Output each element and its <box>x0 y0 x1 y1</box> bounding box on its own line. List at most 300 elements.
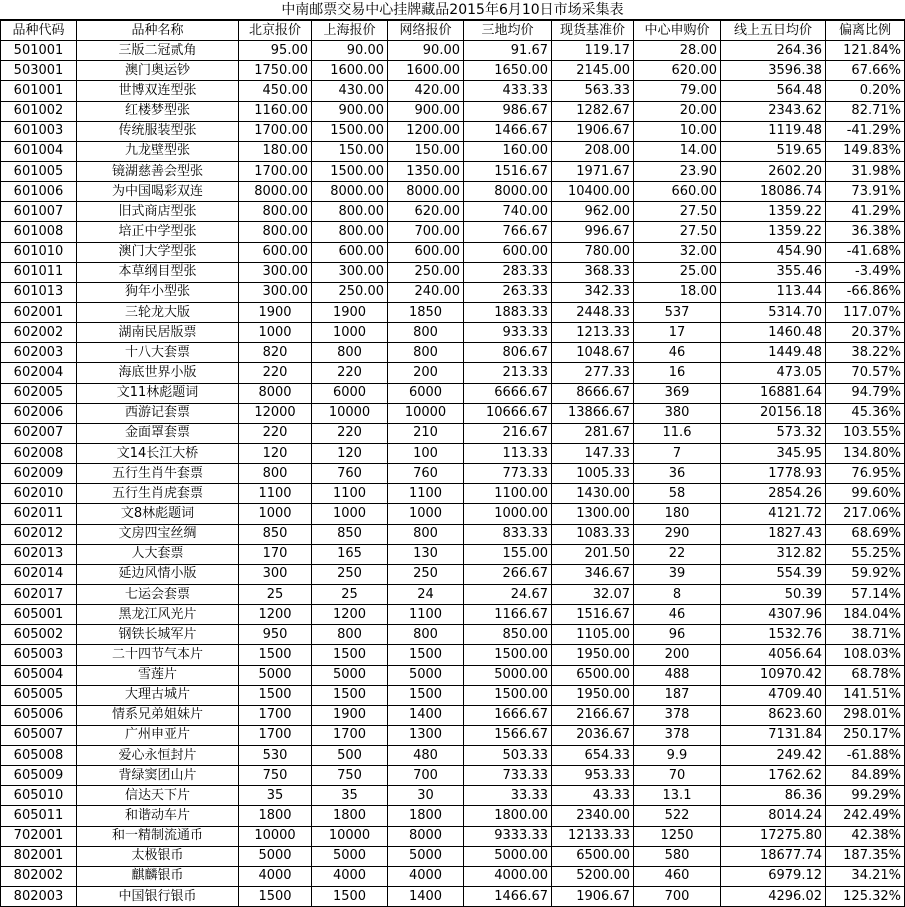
cell-deviation-ratio: 68.69% <box>826 524 905 544</box>
cell-deviation-ratio: 20.37% <box>826 323 905 343</box>
cell-center-subscription: 39 <box>634 564 721 584</box>
cell-spot-benchmark: 2166.67 <box>552 705 634 725</box>
cell-center-subscription: 79.00 <box>634 81 721 101</box>
cell-shanghai-price: 150.00 <box>312 141 388 161</box>
cell-spot-benchmark: 2340.00 <box>552 806 634 826</box>
cell-deviation-ratio: 36.38% <box>826 222 905 242</box>
cell-shanghai-price: 1000 <box>312 504 388 524</box>
cell-spot-benchmark: 13866.67 <box>552 403 634 423</box>
table-row <box>1 665 905 685</box>
table-row <box>1 685 905 705</box>
cell-five-day-average: 2343.62 <box>721 101 826 121</box>
cell-five-day-average: 20156.18 <box>721 403 826 423</box>
cell-three-city-average: 8000.00 <box>464 182 552 202</box>
cell-five-day-average: 1827.43 <box>721 524 826 544</box>
cell-shanghai-price: 800 <box>312 343 388 363</box>
cell-code: 605008 <box>1 746 77 766</box>
cell-spot-benchmark: 1300.00 <box>552 504 634 524</box>
cell-name: 狗年小型张 <box>77 282 239 302</box>
cell-five-day-average: 1359.22 <box>721 202 826 222</box>
table-row <box>1 202 905 222</box>
cell-beijing-price: 1160.00 <box>239 101 312 121</box>
cell-five-day-average: 1532.76 <box>721 625 826 645</box>
cell-name: 海底世界小版 <box>77 363 239 383</box>
cell-three-city-average: 733.33 <box>464 766 552 786</box>
cell-beijing-price: 1100 <box>239 484 312 504</box>
cell-name: 麒麟银币 <box>77 866 239 886</box>
cell-name: 澳门大学型张 <box>77 242 239 262</box>
cell-shanghai-price: 5000 <box>312 846 388 866</box>
table-row <box>1 484 905 504</box>
cell-online-price: 1500 <box>388 645 464 665</box>
cell-three-city-average: 833.33 <box>464 524 552 544</box>
cell-spot-benchmark: 346.67 <box>552 564 634 584</box>
cell-center-subscription: 32.00 <box>634 242 721 262</box>
table-row <box>1 645 905 665</box>
cell-shanghai-price: 500 <box>312 746 388 766</box>
table-row <box>1 826 905 846</box>
cell-five-day-average: 4056.64 <box>721 645 826 665</box>
cell-center-subscription: 180 <box>634 504 721 524</box>
cell-deviation-ratio: 84.89% <box>826 766 905 786</box>
cell-beijing-price: 12000 <box>239 403 312 423</box>
cell-deviation-ratio: 103.55% <box>826 423 905 443</box>
cell-five-day-average: 249.42 <box>721 746 826 766</box>
cell-center-subscription: 23.90 <box>634 161 721 181</box>
cell-online-price: 800 <box>388 524 464 544</box>
cell-three-city-average: 1500.00 <box>464 685 552 705</box>
cell-code: 605009 <box>1 766 77 786</box>
cell-center-subscription: 46 <box>634 343 721 363</box>
cell-beijing-price: 5000 <box>239 665 312 685</box>
cell-name: 十八大套票 <box>77 343 239 363</box>
cell-shanghai-price: 120 <box>312 443 388 463</box>
cell-online-price: 1100 <box>388 605 464 625</box>
cell-online-price: 250 <box>388 564 464 584</box>
cell-spot-benchmark: 1048.67 <box>552 343 634 363</box>
cell-online-price: 1500 <box>388 685 464 705</box>
header-name: 品种名称 <box>77 21 239 41</box>
cell-online-price: 24 <box>388 584 464 604</box>
cell-deviation-ratio: -41.68% <box>826 242 905 262</box>
cell-code: 602014 <box>1 564 77 584</box>
cell-shanghai-price: 1500 <box>312 645 388 665</box>
cell-deviation-ratio: 59.92% <box>826 564 905 584</box>
cell-name: 世博双连型张 <box>77 81 239 101</box>
cell-shanghai-price: 800.00 <box>312 202 388 222</box>
cell-code: 602007 <box>1 423 77 443</box>
cell-five-day-average: 50.39 <box>721 584 826 604</box>
cell-three-city-average: 850.00 <box>464 625 552 645</box>
cell-beijing-price: 170 <box>239 544 312 564</box>
cell-shanghai-price: 6000 <box>312 383 388 403</box>
table-row <box>1 766 905 786</box>
cell-shanghai-price: 1500.00 <box>312 121 388 141</box>
cell-code: 605010 <box>1 786 77 806</box>
cell-name: 本草纲目型张 <box>77 262 239 282</box>
cell-shanghai-price: 1500 <box>312 887 388 907</box>
table-row <box>1 705 905 725</box>
cell-three-city-average: 9333.33 <box>464 826 552 846</box>
cell-center-subscription: 200 <box>634 645 721 665</box>
cell-deviation-ratio: 70.57% <box>826 363 905 383</box>
table-row <box>1 61 905 81</box>
cell-beijing-price: 180.00 <box>239 141 312 161</box>
cell-shanghai-price: 850 <box>312 524 388 544</box>
cell-center-subscription: 22 <box>634 544 721 564</box>
header-row <box>1 21 905 41</box>
cell-spot-benchmark: 2036.67 <box>552 725 634 745</box>
cell-center-subscription: 8 <box>634 584 721 604</box>
cell-shanghai-price: 600.00 <box>312 242 388 262</box>
cell-three-city-average: 113.33 <box>464 443 552 463</box>
cell-online-price: 480 <box>388 746 464 766</box>
cell-five-day-average: 86.36 <box>721 786 826 806</box>
cell-beijing-price: 950 <box>239 625 312 645</box>
cell-center-subscription: 488 <box>634 665 721 685</box>
cell-center-subscription: 96 <box>634 625 721 645</box>
cell-five-day-average: 1778.93 <box>721 464 826 484</box>
cell-online-price: 8000.00 <box>388 182 464 202</box>
cell-spot-benchmark: 208.00 <box>552 141 634 161</box>
cell-center-subscription: 290 <box>634 524 721 544</box>
cell-deviation-ratio: 34.21% <box>826 866 905 886</box>
cell-three-city-average: 4000.00 <box>464 866 552 886</box>
cell-online-price: 5000 <box>388 665 464 685</box>
cell-beijing-price: 1200 <box>239 605 312 625</box>
cell-three-city-average: 1516.67 <box>464 161 552 181</box>
cell-deviation-ratio: 55.25% <box>826 544 905 564</box>
cell-deviation-ratio: 31.98% <box>826 161 905 181</box>
cell-name: 背绿窦团山片 <box>77 766 239 786</box>
cell-five-day-average: 2602.20 <box>721 161 826 181</box>
cell-name: 三版二冠贰角 <box>77 41 239 61</box>
cell-beijing-price: 300 <box>239 564 312 584</box>
cell-online-price: 6000 <box>388 383 464 403</box>
cell-code: 602004 <box>1 363 77 383</box>
cell-name: 信达天下片 <box>77 786 239 806</box>
cell-name: 镜湖慈善会型张 <box>77 161 239 181</box>
cell-beijing-price: 1800 <box>239 806 312 826</box>
cell-five-day-average: 355.46 <box>721 262 826 282</box>
cell-beijing-price: 95.00 <box>239 41 312 61</box>
cell-spot-benchmark: 563.33 <box>552 81 634 101</box>
cell-five-day-average: 2854.26 <box>721 484 826 504</box>
cell-code: 602003 <box>1 343 77 363</box>
cell-name: 红楼梦型张 <box>77 101 239 121</box>
cell-shanghai-price: 90.00 <box>312 41 388 61</box>
cell-three-city-average: 24.67 <box>464 584 552 604</box>
cell-code: 602009 <box>1 464 77 484</box>
table-row <box>1 725 905 745</box>
cell-spot-benchmark: 43.33 <box>552 786 634 806</box>
cell-code: 602001 <box>1 302 77 322</box>
cell-five-day-average: 519.65 <box>721 141 826 161</box>
cell-spot-benchmark: 342.33 <box>552 282 634 302</box>
cell-name: 金面罩套票 <box>77 423 239 443</box>
cell-shanghai-price: 900.00 <box>312 101 388 121</box>
table-row <box>1 161 905 181</box>
cell-three-city-average: 773.33 <box>464 464 552 484</box>
cell-five-day-average: 4709.40 <box>721 685 826 705</box>
cell-deviation-ratio: 187.35% <box>826 846 905 866</box>
cell-online-price: 10000 <box>388 403 464 423</box>
table-row <box>1 323 905 343</box>
cell-beijing-price: 25 <box>239 584 312 604</box>
cell-online-price: 200 <box>388 363 464 383</box>
cell-online-price: 620.00 <box>388 202 464 222</box>
cell-deviation-ratio: 82.71% <box>826 101 905 121</box>
cell-center-subscription: 36 <box>634 464 721 484</box>
cell-three-city-average: 1500.00 <box>464 645 552 665</box>
cell-center-subscription: 16 <box>634 363 721 383</box>
cell-spot-benchmark: 1105.00 <box>552 625 634 645</box>
cell-online-price: 1400 <box>388 887 464 907</box>
table-row <box>1 81 905 101</box>
cell-name: 澳门奥运钞 <box>77 61 239 81</box>
cell-five-day-average: 473.05 <box>721 363 826 383</box>
cell-name: 培正中学型张 <box>77 222 239 242</box>
table-row <box>1 282 905 302</box>
cell-five-day-average: 345.95 <box>721 443 826 463</box>
cell-spot-benchmark: 10400.00 <box>552 182 634 202</box>
cell-shanghai-price: 220 <box>312 363 388 383</box>
cell-online-price: 1400 <box>388 705 464 725</box>
cell-online-price: 1300 <box>388 725 464 745</box>
cell-code: 601008 <box>1 222 77 242</box>
cell-code: 802002 <box>1 866 77 886</box>
cell-five-day-average: 8014.24 <box>721 806 826 826</box>
cell-center-subscription: 700 <box>634 887 721 907</box>
cell-online-price: 4000 <box>388 866 464 886</box>
cell-center-subscription: 378 <box>634 725 721 745</box>
cell-three-city-average: 1100.00 <box>464 484 552 504</box>
cell-shanghai-price: 165 <box>312 544 388 564</box>
cell-name: 爱心永恒封片 <box>77 746 239 766</box>
table-row <box>1 464 905 484</box>
table-row <box>1 866 905 886</box>
cell-five-day-average: 312.82 <box>721 544 826 564</box>
cell-code: 601004 <box>1 141 77 161</box>
cell-shanghai-price: 250 <box>312 564 388 584</box>
cell-beijing-price: 5000 <box>239 846 312 866</box>
cell-name: 大理古城片 <box>77 685 239 705</box>
sheet-title: 中南邮票交易中心挂牌藏品2015年6月10日市场采集表 <box>0 0 905 20</box>
cell-center-subscription: 522 <box>634 806 721 826</box>
cell-three-city-average: 933.33 <box>464 323 552 343</box>
cell-three-city-average: 433.33 <box>464 81 552 101</box>
cell-deviation-ratio: 298.01% <box>826 705 905 725</box>
cell-beijing-price: 4000 <box>239 866 312 886</box>
cell-beijing-price: 220 <box>239 363 312 383</box>
cell-five-day-average: 564.48 <box>721 81 826 101</box>
cell-five-day-average: 573.32 <box>721 423 826 443</box>
cell-code: 605011 <box>1 806 77 826</box>
cell-three-city-average: 10666.67 <box>464 403 552 423</box>
table-row <box>1 423 905 443</box>
cell-online-price: 900.00 <box>388 101 464 121</box>
cell-code: 601011 <box>1 262 77 282</box>
cell-code: 605002 <box>1 625 77 645</box>
cell-shanghai-price: 1900 <box>312 302 388 322</box>
table-row <box>1 101 905 121</box>
cell-beijing-price: 1500 <box>239 685 312 705</box>
cell-name: 文14长江大桥 <box>77 443 239 463</box>
cell-code: 601013 <box>1 282 77 302</box>
cell-name: 广州申亚片 <box>77 725 239 745</box>
table-row <box>1 625 905 645</box>
cell-spot-benchmark: 368.33 <box>552 262 634 282</box>
cell-spot-benchmark: 1282.67 <box>552 101 634 121</box>
cell-three-city-average: 1566.67 <box>464 725 552 745</box>
cell-five-day-average: 4296.02 <box>721 887 826 907</box>
cell-code: 501001 <box>1 41 77 61</box>
cell-three-city-average: 263.33 <box>464 282 552 302</box>
cell-spot-benchmark: 1950.00 <box>552 645 634 665</box>
cell-beijing-price: 300.00 <box>239 262 312 282</box>
cell-shanghai-price: 4000 <box>312 866 388 886</box>
cell-spot-benchmark: 281.67 <box>552 423 634 443</box>
cell-name: 文房四宝丝绸 <box>77 524 239 544</box>
cell-five-day-average: 17275.80 <box>721 826 826 846</box>
cell-center-subscription: 20.00 <box>634 101 721 121</box>
cell-beijing-price: 1700 <box>239 705 312 725</box>
cell-center-subscription: 46 <box>634 605 721 625</box>
cell-online-price: 250.00 <box>388 262 464 282</box>
table-row <box>1 343 905 363</box>
cell-five-day-average: 1359.22 <box>721 222 826 242</box>
cell-shanghai-price: 1200 <box>312 605 388 625</box>
cell-shanghai-price: 1900 <box>312 705 388 725</box>
cell-deviation-ratio: 57.14% <box>826 584 905 604</box>
cell-deviation-ratio: 45.36% <box>826 403 905 423</box>
table-row <box>1 504 905 524</box>
cell-five-day-average: 264.36 <box>721 41 826 61</box>
cell-center-subscription: 537 <box>634 302 721 322</box>
cell-spot-benchmark: 1083.33 <box>552 524 634 544</box>
cell-shanghai-price: 25 <box>312 584 388 604</box>
cell-center-subscription: 17 <box>634 323 721 343</box>
cell-code: 602017 <box>1 584 77 604</box>
header-deviation-ratio: 偏离比例 <box>826 21 905 41</box>
cell-deviation-ratio: 149.83% <box>826 141 905 161</box>
table-row <box>1 524 905 544</box>
cell-deviation-ratio: 0.20% <box>826 81 905 101</box>
cell-spot-benchmark: 2448.33 <box>552 302 634 322</box>
cell-deviation-ratio: 121.84% <box>826 41 905 61</box>
cell-code: 602013 <box>1 544 77 564</box>
cell-deviation-ratio: 125.32% <box>826 887 905 907</box>
cell-spot-benchmark: 277.33 <box>552 363 634 383</box>
header-code: 品种代码 <box>1 21 77 41</box>
table-row <box>1 182 905 202</box>
cell-shanghai-price: 300.00 <box>312 262 388 282</box>
cell-three-city-average: 216.67 <box>464 423 552 443</box>
cell-online-price: 150.00 <box>388 141 464 161</box>
cell-code: 802001 <box>1 846 77 866</box>
cell-name: 传统服装型张 <box>77 121 239 141</box>
cell-center-subscription: 460 <box>634 866 721 886</box>
cell-beijing-price: 35 <box>239 786 312 806</box>
cell-online-price: 600.00 <box>388 242 464 262</box>
cell-online-price: 800 <box>388 323 464 343</box>
cell-online-price: 760 <box>388 464 464 484</box>
cell-three-city-average: 1650.00 <box>464 61 552 81</box>
cell-center-subscription: 11.6 <box>634 423 721 443</box>
cell-five-day-average: 113.44 <box>721 282 826 302</box>
cell-deviation-ratio: 94.79% <box>826 383 905 403</box>
header-spot-benchmark: 现货基准价 <box>552 21 634 41</box>
cell-shanghai-price: 10000 <box>312 826 388 846</box>
cell-beijing-price: 800.00 <box>239 202 312 222</box>
cell-beijing-price: 750 <box>239 766 312 786</box>
table-row <box>1 383 905 403</box>
cell-deviation-ratio: 108.03% <box>826 645 905 665</box>
table-row <box>1 887 905 907</box>
cell-center-subscription: 14.00 <box>634 141 721 161</box>
cell-name: 雪莲片 <box>77 665 239 685</box>
cell-name: 钢铁长城军片 <box>77 625 239 645</box>
cell-code: 601003 <box>1 121 77 141</box>
cell-code: 602006 <box>1 403 77 423</box>
cell-beijing-price: 820 <box>239 343 312 363</box>
cell-name: 西游记套票 <box>77 403 239 423</box>
cell-center-subscription: 7 <box>634 443 721 463</box>
cell-name: 文11林彪题词 <box>77 383 239 403</box>
cell-online-price: 1000 <box>388 504 464 524</box>
cell-spot-benchmark: 6500.00 <box>552 846 634 866</box>
cell-five-day-average: 1460.48 <box>721 323 826 343</box>
cell-spot-benchmark: 1906.67 <box>552 121 634 141</box>
cell-deviation-ratio: 141.51% <box>826 685 905 705</box>
cell-center-subscription: 58 <box>634 484 721 504</box>
cell-three-city-average: 5000.00 <box>464 665 552 685</box>
cell-shanghai-price: 1500.00 <box>312 161 388 181</box>
cell-five-day-average: 1119.48 <box>721 121 826 141</box>
table-row <box>1 222 905 242</box>
cell-beijing-price: 1900 <box>239 302 312 322</box>
cell-three-city-average: 1166.67 <box>464 605 552 625</box>
cell-spot-benchmark: 8666.67 <box>552 383 634 403</box>
cell-online-price: 700.00 <box>388 222 464 242</box>
cell-beijing-price: 450.00 <box>239 81 312 101</box>
cell-five-day-average: 454.90 <box>721 242 826 262</box>
table-row <box>1 242 905 262</box>
cell-deviation-ratio: 117.07% <box>826 302 905 322</box>
cell-spot-benchmark: 12133.33 <box>552 826 634 846</box>
table-row <box>1 262 905 282</box>
cell-shanghai-price: 1100 <box>312 484 388 504</box>
cell-beijing-price: 220 <box>239 423 312 443</box>
cell-center-subscription: 660.00 <box>634 182 721 202</box>
cell-name: 为中国喝彩双连 <box>77 182 239 202</box>
cell-online-price: 30 <box>388 786 464 806</box>
cell-name: 七运会套票 <box>77 584 239 604</box>
cell-online-price: 1350.00 <box>388 161 464 181</box>
cell-shanghai-price: 1600.00 <box>312 61 388 81</box>
cell-name: 和谐动车片 <box>77 806 239 826</box>
cell-code: 605003 <box>1 645 77 665</box>
cell-center-subscription: 187 <box>634 685 721 705</box>
cell-three-city-average: 91.67 <box>464 41 552 61</box>
cell-code: 503001 <box>1 61 77 81</box>
cell-three-city-average: 6666.67 <box>464 383 552 403</box>
cell-five-day-average: 554.39 <box>721 564 826 584</box>
cell-shanghai-price: 35 <box>312 786 388 806</box>
cell-deviation-ratio: 217.06% <box>826 504 905 524</box>
cell-beijing-price: 1750.00 <box>239 61 312 81</box>
cell-online-price: 5000 <box>388 846 464 866</box>
